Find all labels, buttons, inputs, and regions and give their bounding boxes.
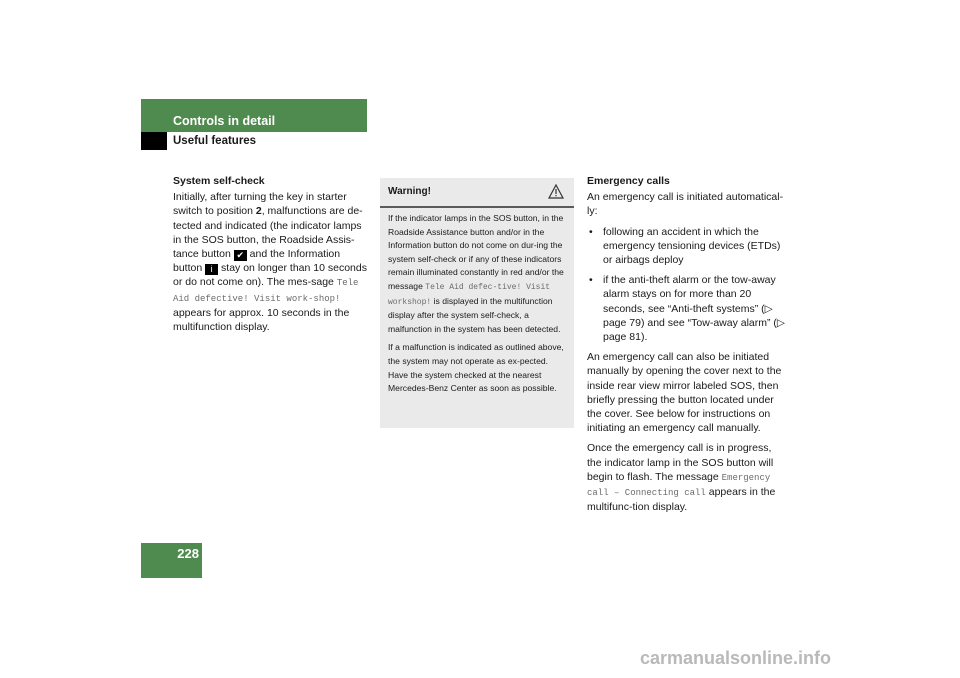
emergency-triggers-list [587, 225, 787, 345]
text-run: appears for approx. 10 seconds in the multifunction display. [173, 306, 350, 334]
warning-divider [380, 206, 574, 208]
display-message: Tele Aid defec-tive! Visit workshop! [388, 282, 551, 307]
section-title: Controls in detail [173, 114, 276, 128]
info-icon: i [205, 264, 218, 275]
warning-paragraph [388, 212, 570, 336]
call-progress-paragraph [587, 441, 787, 514]
warning-box [380, 178, 574, 428]
text-run: and the Information button [173, 248, 341, 275]
list-item: • if the anti-theft alarm or the tow-away alarm stays on for more than 20 seconds, see “Anti-theft systems” (▷ page 79) and see “Tow-away alarm” (▷ page 81). [587, 273, 787, 344]
display-message: Tele Aid defective! Visit work-shop! [173, 278, 359, 304]
text-run: appears in the multifunc-tion display. [587, 486, 776, 514]
page-number: 228 [177, 546, 199, 561]
system-self-check-heading: System self-check [173, 175, 265, 187]
warning-triangle-icon [548, 184, 564, 199]
left-column [173, 174, 368, 340]
key-position: 2 [255, 205, 262, 218]
warning-paragraph: If a malfunction is indicated as outlined above, the system may not operate as ex-pected. Have the system checked at the nearest Mercedes-Benz Center as soon as possible. [388, 342, 564, 394]
right-column [587, 174, 787, 520]
text-run: If the indicator lamps in the SOS button, in the Roadside Assistance button and/or in the Information button do not come on dur-ing the system self-check or if any of these indicators remain illuminated constantly in red and/or the message [388, 213, 564, 291]
watermark: carmanualsonline.info [640, 648, 832, 668]
warning-body [388, 212, 570, 401]
text-run: is displayed in the multifunction display after the system self-check, a malfunction in the system has been detected. [388, 295, 561, 334]
emergency-intro: An emergency call is initiated automatical-ly: [587, 191, 784, 218]
header-marker [141, 132, 167, 150]
text-run: stay on longer than 10 seconds or do not come on). The mes-sage [173, 262, 367, 289]
system-self-check-paragraph [173, 190, 368, 334]
text-run: Once the emergency call is in progress, the indicator lamp in the SOS button will begin to flash. The message [587, 442, 774, 483]
warning-title: Warning! [388, 186, 431, 197]
text-run: Initially, after turning the key in starter switch to position [173, 191, 347, 218]
section-subtitle: Useful features [173, 135, 257, 147]
text-run: , malfunctions are de-tected and indicated (the indicator lamps in the SOS button, the Roadside Assis-tance button [173, 205, 363, 261]
display-message: Emergency call – Connecting call [587, 472, 771, 499]
manual-call-paragraph: An emergency call can also be initiated manually by opening the cover next to the inside rear view mirror labeled SOS, then briefly pressing the button located under the cover. See below for instructions on initiating an emergency call manually. [587, 351, 782, 435]
emergency-calls-heading: Emergency calls [587, 175, 670, 187]
wrench-icon: ✔ [234, 250, 247, 261]
list-item: • following an accident in which the emergency tensioning devices (ETDs) or airbags deploy [587, 225, 787, 268]
